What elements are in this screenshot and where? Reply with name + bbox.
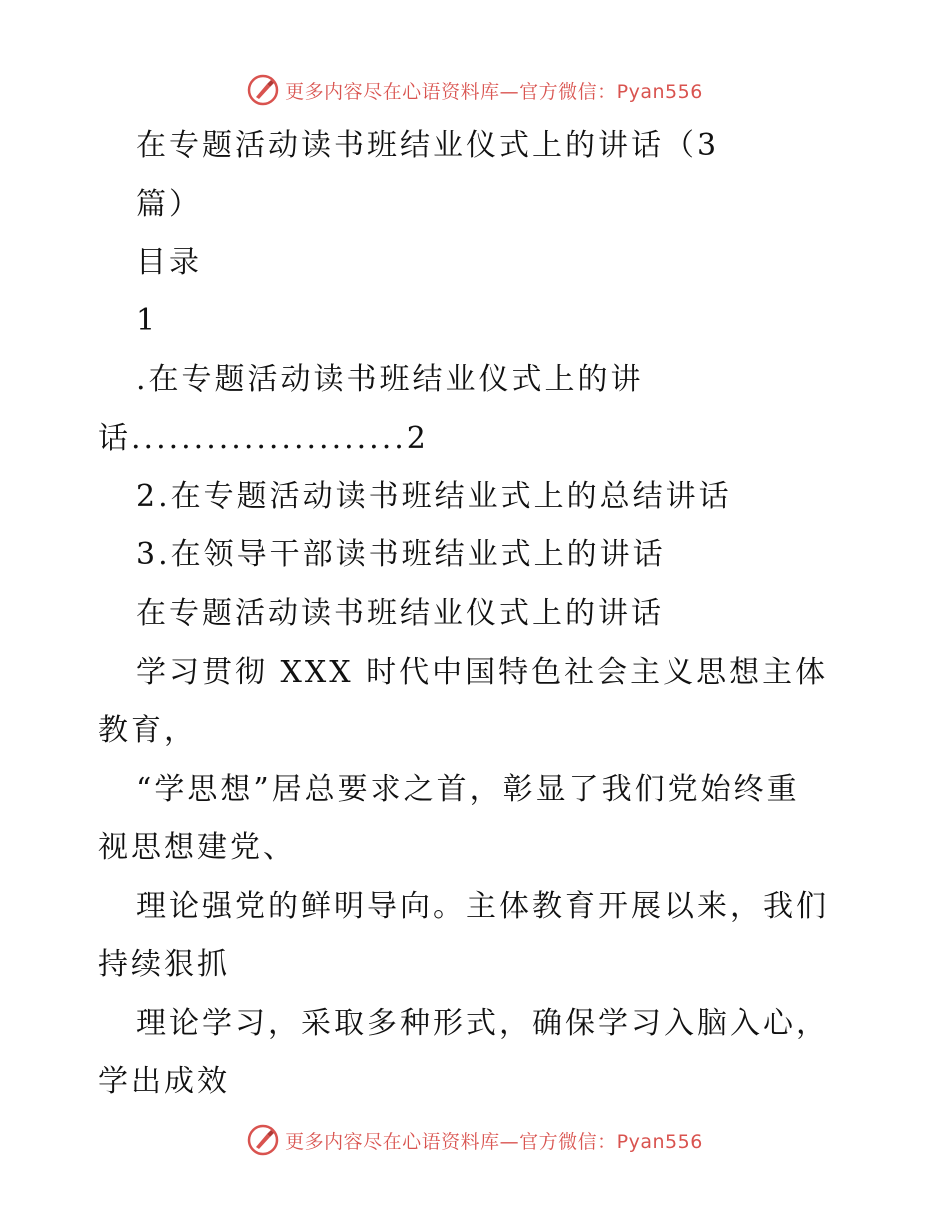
section-heading: 在专题活动读书班结业仪式上的讲话 — [136, 596, 664, 631]
footer-watermark-banner — [0, 1120, 950, 1160]
paragraph-line: 视思想建党、 — [98, 830, 296, 865]
toc-heading: 目录 — [136, 245, 202, 280]
toc-item-1-text: .在专题活动读书班结业仪式上的讲 — [136, 362, 644, 397]
paragraph-line: 学出成效 — [98, 1064, 230, 1099]
paragraph-line: 理论强党的鲜明导向。主体教育开展以来，我们 — [136, 889, 829, 924]
doc-title-line-2: 篇） — [136, 187, 202, 222]
paragraph-line: 理论学习，采取多种形式，确保学习入脑入心， — [136, 1006, 829, 1041]
paragraph-line: 教育， — [98, 713, 197, 748]
toc-item-2: 2.在专题活动读书班结业式上的总结讲话 — [136, 479, 732, 514]
paragraph-line: “学思想”居总要求之首，彰显了我们党始终重 — [136, 772, 800, 807]
paragraph-line: 持续狠抓 — [98, 947, 230, 982]
banner-text: 更多内容尽在心语资料库—官方微信：Pyan556 — [285, 80, 703, 103]
paragraph-line: 学习贯彻 XXX 时代中国特色社会主义思想主体 — [136, 655, 829, 690]
pen-nib-logo-icon — [247, 74, 279, 106]
toc-item-1-leader: 话......................2 — [98, 421, 429, 456]
header-watermark-banner — [0, 70, 950, 110]
toc-item-3: 3.在领导干部读书班结业式上的讲话 — [136, 537, 666, 572]
pen-nib-logo-icon — [247, 1124, 279, 1156]
doc-title-line-1: 在专题活动读书班结业仪式上的讲话（3 — [136, 128, 720, 163]
banner-text: 更多内容尽在心语资料库—官方微信：Pyan556 — [285, 1130, 703, 1153]
toc-item-1-number: 1 — [136, 303, 159, 338]
